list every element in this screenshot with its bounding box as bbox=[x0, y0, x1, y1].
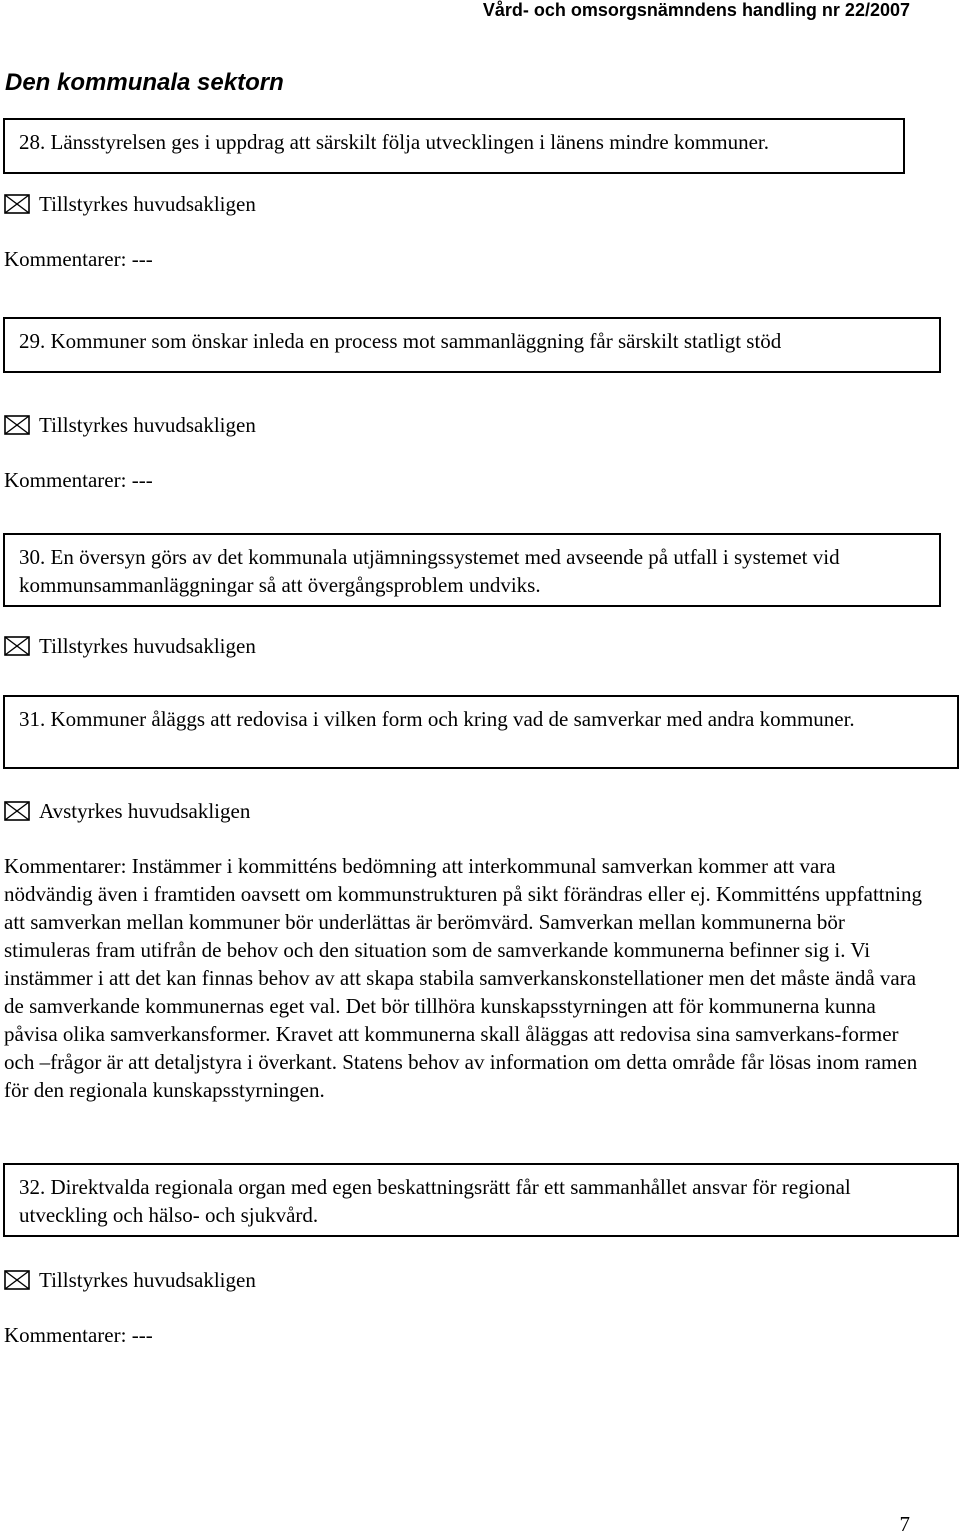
proposal-text: 31. Kommuner åläggs att redovisa i vilken form och kring vad de samverkar med andra kommuner. bbox=[19, 707, 855, 731]
decision-label: Tillstyrkes huvudsakligen bbox=[39, 413, 256, 437]
checked-box-icon bbox=[4, 194, 30, 214]
proposal-text: 28. Länsstyrelsen ges i uppdrag att särskilt följa utvecklingen i länens mindre kommuner. bbox=[19, 130, 770, 154]
checked-box-icon bbox=[4, 801, 30, 821]
proposal-text: 30. En översyn görs av det kommunala utjämningssystemet med avseende på utfall i systemet vid kommunsammanläggningar så att övergångsproblem undviks. bbox=[19, 545, 840, 597]
decision-label: Avstyrkes huvudsakligen bbox=[39, 799, 251, 823]
decision-line-31 bbox=[4, 797, 250, 825]
proposal-text: 32. Direktvalda regionala organ med egen beskattningsrätt får ett sammanhållet ansvar för regional utveckling och hälso- och sjukvård. bbox=[19, 1175, 851, 1227]
checked-box-icon bbox=[4, 415, 30, 435]
comment-29: Kommentarer: --- bbox=[4, 468, 153, 492]
proposal-box-28 bbox=[3, 118, 905, 174]
proposal-box-31 bbox=[3, 695, 959, 769]
document-header: Vård- och omsorgsnämndens handling nr 22/2007 bbox=[482, 0, 910, 20]
proposal-box-32 bbox=[3, 1163, 959, 1237]
decision-label: Tillstyrkes huvudsakligen bbox=[39, 192, 256, 216]
checked-box-icon bbox=[4, 636, 30, 656]
page-number: 7 bbox=[899, 1512, 910, 1536]
proposal-box-30 bbox=[3, 533, 941, 607]
comment-31: Kommentarer: Instämmer i kommitténs bedömning att interkommunal samverkan kommer att vara nödvändig även i framtiden oavsett om kommunstrukturen på sikt förändras eller ej. Kommitténs uppfattning att samverkan mellan kommuner bör underlättas är berömvärd. Samverkan mellan kommunerna bör stimuleras fram utifrån de behov och den situation som de samverkande kommunerna befinner sig i. Vi instämmer i att det kan finnas behov av att skapa stabila samverkanskonstellationer men det måste ändå vara de samverkande kommunernas eget val. Det bör tillhöra kunskapsstyrningen att för kommunerna kunna påvisa olika samverkansformer. Kravet att kommunerna skall åläggas att redovisa sina samverkans-former och –frågor är att detaljstyra i överkant. Statens behov av information om detta område får lösas inom ramen för den regionala kunskapsstyrningen. bbox=[4, 854, 922, 1102]
decision-line-29 bbox=[4, 411, 256, 439]
checked-box-icon bbox=[4, 1270, 30, 1290]
section-title: Den kommunala sektorn bbox=[5, 69, 284, 96]
proposal-box-29 bbox=[3, 317, 941, 373]
decision-line-28 bbox=[4, 190, 256, 218]
decision-line-32 bbox=[4, 1266, 256, 1294]
decision-label: Tillstyrkes huvudsakligen bbox=[39, 1268, 256, 1292]
proposal-text: 29. Kommuner som önskar inleda en process mot sammanläggning får särskilt statligt stöd bbox=[19, 329, 782, 353]
comment-28: Kommentarer: --- bbox=[4, 247, 153, 271]
comment-32: Kommentarer: --- bbox=[4, 1323, 153, 1347]
decision-line-30 bbox=[4, 632, 256, 660]
decision-label: Tillstyrkes huvudsakligen bbox=[39, 634, 256, 658]
